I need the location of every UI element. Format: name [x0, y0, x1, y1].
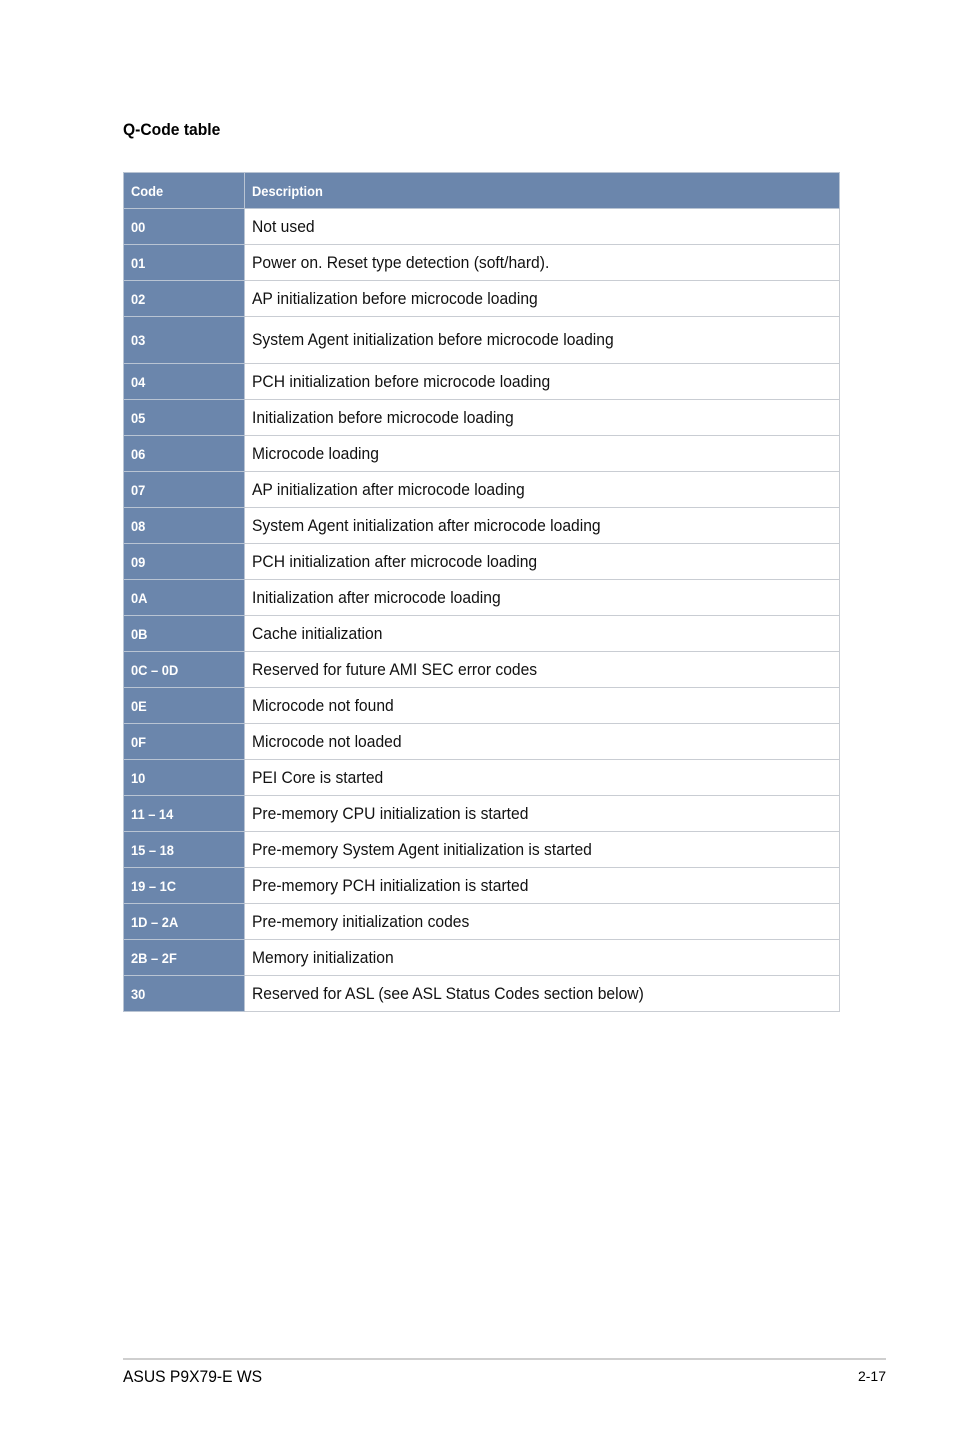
description-cell [245, 652, 840, 688]
description-text: Power on. Reset type detection (soft/hard). [252, 252, 550, 272]
table-row [124, 472, 840, 508]
description-cell [245, 245, 840, 281]
description-text: Initialization after microcode loading [252, 587, 501, 607]
description-cell [245, 400, 840, 436]
code-value: 0C – 0D [131, 661, 179, 678]
code-cell [124, 544, 245, 580]
description-cell [245, 616, 840, 652]
description-text: Pre-memory PCH initialization is started [252, 875, 529, 895]
description-text: Pre-memory initialization codes [252, 911, 470, 931]
qcode-table [123, 172, 840, 1012]
table-row [124, 544, 840, 580]
description-cell [245, 364, 840, 400]
description-cell [245, 904, 840, 940]
code-value: 0B [131, 625, 148, 642]
table-row [124, 940, 840, 976]
code-cell [124, 508, 245, 544]
code-value: 15 – 18 [131, 841, 174, 858]
description-text: AP initialization after microcode loading [252, 479, 525, 499]
description-text: PCH initialization after microcode loading [252, 551, 538, 571]
code-value: 0F [131, 733, 147, 750]
table-row [124, 281, 840, 317]
description-text: Initialization before microcode loading [252, 407, 514, 427]
code-cell [124, 364, 245, 400]
code-cell [124, 976, 245, 1012]
code-cell [124, 472, 245, 508]
table-row [124, 832, 840, 868]
code-cell [124, 209, 245, 245]
description-cell [245, 544, 840, 580]
description-text: Pre-memory System Agent initialization is started [252, 839, 592, 859]
code-cell [124, 688, 245, 724]
table-row [124, 209, 840, 245]
table-row [124, 904, 840, 940]
description-cell [245, 760, 840, 796]
description-cell [245, 436, 840, 472]
description-text: Microcode not loaded [252, 731, 402, 751]
section-title: Q-Code table [123, 120, 221, 139]
footer-page-number: 2-17 [857, 1368, 886, 1384]
code-cell [124, 436, 245, 472]
table-row [124, 317, 840, 364]
code-value: 07 [131, 481, 146, 498]
table-row [124, 616, 840, 652]
header-description: Description [245, 173, 840, 209]
code-value: 05 [131, 409, 146, 426]
description-text: PEI Core is started [252, 767, 384, 787]
description-text: PCH initialization before microcode loading [252, 371, 551, 391]
code-cell [124, 868, 245, 904]
code-value: 2B – 2F [131, 949, 177, 966]
table-row [124, 688, 840, 724]
table-row [124, 580, 840, 616]
code-value: 30 [131, 985, 146, 1002]
code-value: 09 [131, 553, 146, 570]
code-value: 19 – 1C [131, 877, 177, 894]
code-cell [124, 724, 245, 760]
code-cell [124, 940, 245, 976]
description-text: Reserved for future AMI SEC error codes [252, 659, 538, 679]
code-cell [124, 796, 245, 832]
code-cell [124, 317, 245, 364]
description-cell [245, 580, 840, 616]
table-row [124, 436, 840, 472]
table-body [124, 209, 840, 1012]
description-cell [245, 317, 840, 364]
description-text: AP initialization before microcode loading [252, 288, 538, 308]
description-cell [245, 868, 840, 904]
description-cell [245, 976, 840, 1012]
header-row [124, 173, 840, 209]
description-cell [245, 688, 840, 724]
code-cell [124, 245, 245, 281]
description-cell [245, 832, 840, 868]
description-text: Not used [252, 216, 315, 236]
table-row [124, 724, 840, 760]
code-cell [124, 616, 245, 652]
code-cell [124, 904, 245, 940]
code-cell [124, 652, 245, 688]
description-text: Reserved for ASL (see ASL Status Codes section below) [252, 983, 644, 1003]
code-value: 11 – 14 [131, 805, 174, 822]
description-cell [245, 472, 840, 508]
code-value: 06 [131, 445, 146, 462]
description-text: System Agent initialization before microcode loading [252, 330, 614, 349]
table-row [124, 508, 840, 544]
code-value: 02 [131, 290, 146, 307]
table-row [124, 400, 840, 436]
code-value: 00 [131, 218, 146, 235]
table-row [124, 868, 840, 904]
description-cell [245, 281, 840, 317]
table-row [124, 245, 840, 281]
code-value: 0E [131, 697, 147, 714]
code-value: 04 [131, 373, 146, 390]
description-text: Cache initialization [252, 623, 383, 643]
code-cell [124, 400, 245, 436]
table-row [124, 364, 840, 400]
code-value: 1D – 2A [131, 913, 179, 930]
code-cell [124, 281, 245, 317]
code-value: 03 [131, 332, 146, 348]
description-cell [245, 796, 840, 832]
table-row [124, 976, 840, 1012]
description-text: System Agent initialization after microcode loading [252, 515, 601, 535]
description-cell [245, 209, 840, 245]
description-cell [245, 724, 840, 760]
table-row [124, 760, 840, 796]
table-row [124, 796, 840, 832]
description-text: Microcode not found [252, 695, 394, 715]
code-value: 01 [131, 254, 146, 271]
description-text: Pre-memory CPU initialization is started [252, 803, 529, 823]
description-cell [245, 508, 840, 544]
description-text: Microcode loading [252, 443, 379, 463]
footer-divider [123, 1358, 886, 1360]
footer-product-name: ASUS P9X79-E WS [123, 1367, 263, 1386]
description-text: Memory initialization [252, 947, 394, 967]
code-value: 0A [131, 589, 148, 606]
header-code: Code [124, 173, 245, 209]
code-value: 08 [131, 517, 146, 534]
code-cell [124, 832, 245, 868]
code-value: 10 [131, 769, 146, 786]
table-header [124, 173, 840, 209]
description-cell [245, 940, 840, 976]
code-cell [124, 760, 245, 796]
code-cell [124, 580, 245, 616]
table-row [124, 652, 840, 688]
